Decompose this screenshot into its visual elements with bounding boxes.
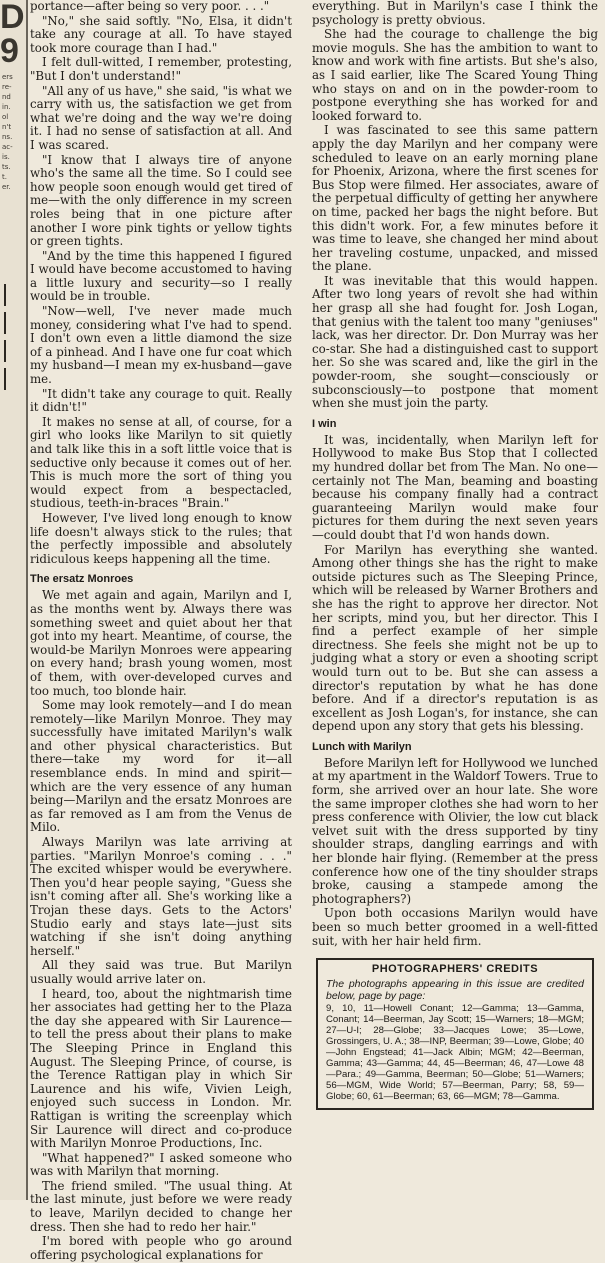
paragraph: Always Marilyn was late arriving at parties. "Marilyn Monroe's coming . . ." The excited whisper would be everywhere. Then you'd hear people saying, "Guess she isn't coming after all. She's working like a Trojan these days. Gets to the Actors' Studio early and stays late—just sits watching if she isn't doing anything herself." [30, 835, 292, 958]
gutter-fragment: t. [2, 173, 7, 181]
section-heading: The ersatz Monroes [30, 573, 134, 586]
paragraph: It was, incidentally, when Marilyn left for Hollywood to make Bus Stop that I collected my hundred dollar bet from The Man. No one—certainly not The Man, beaming and boasting because his company finally had a contract guaranteeing Marilyn would make four pictures for them during the next seven years—could doubt that I'd won hands down. [312, 432, 598, 542]
gutter-fragment: is. [2, 153, 10, 161]
paragraph: "And by the time this happened I figured I would have become accustomed to having a little luxury and security—so I really would be in trouble. [30, 248, 292, 304]
paragraph: All they said was true. But Marilyn usually would arrive later on. [30, 958, 292, 986]
paragraph: The friend smiled. "The usual thing. At the last minute, just before we were ready to leave, Marilyn decided to change her dress. Then she had to redo her hair." [30, 1178, 292, 1234]
paragraph: Before Marilyn left for Hollywood we lunched at my apartment in the Waldorf Towers. True to form, she arrived over an hour late. She wore the same improper clothes she had worn to her press conference with Olivier, the low cut black velvet suit with the dress supported by tiny shoulder straps, dangling earrings and with her blonde hair flying. (Remember at the press conference how one of the tiny shoulder straps broke, causing a stampede among the photographers?) [312, 755, 599, 906]
gutter-fragment: re- [2, 83, 12, 91]
paragraph: "What happened?" I asked someone who was with Marilyn that morning. [30, 1150, 292, 1179]
gutter-large-letters: D 9 [0, 0, 25, 70]
paragraph: I heard, too, about the nightmarish time her associates had getting her to the Plaza the day she appeared with Sir Laurence—to tell the press about their plans to make The Sleeping Prince in England this August. The Sleeping Prince, of course, is the Terence Rattigan play in which Sir Laurence and his wife, Vivien Leigh, enjoyed such success in London. Mr. Rattigan is writing the screenplay which Sir Laurence will direct and co-produce with Marilyn Monroe Productions, Inc. [30, 986, 292, 1151]
paragraph: I'm bored with people who go around offering psychological explanations for [30, 1234, 292, 1262]
gutter-fragment: nd [2, 93, 11, 101]
credits-list: 9, 10, 11—Howell Conant; 12—Gamma; 13—Gamma, Conant; 14—Beerman, Jay Scott; 15—Warners; 18—MGM; 27—U-I; 28—Globe; 33—Jacques Lowe; 35—Lowe, Grossingers, U. A.; 38—INP, Beerman; 39—Lowe, Globe; 40—John Engstead; 41—Jack Albin; MGM; 42—Beerman, Gamma; 43—Gamma; 44, 45—Beerman; 46, 47—Lowe 48—Para.; 49—Gamma, Beerman; 50—Globe; 51—Warners; 56—MGM, Wide World; 57—Beerman, Parry; 58, 59—Globe; 60, 61—Beerman; 63, 66—MGM; 78—Gamma. [326, 1003, 584, 1103]
paragraph: "Now—well, I've never made much money, considering what I've had to spend. I don't own even a little diamond the size of a pinhead. And I have one fur coat which my husband—I mean my ex-husband—gave me. [30, 304, 292, 387]
adjacent-page-gutter [0, 0, 28, 1200]
gutter-rules [4, 284, 10, 396]
paragraph: Upon both occasions Marilyn would have been so much better groomed in a well-fitted suit, with her hair held firm. [312, 906, 598, 948]
gutter-fragment: in. [2, 103, 11, 111]
article-column-left [30, 0, 292, 1263]
gutter-fragment: ac- [2, 143, 13, 151]
paragraph: However, I've lived long enough to know life doesn't always stick to the rules; that the perfectly impossible and absolutely ridiculous keeps happening all the time. [30, 510, 292, 566]
gutter-fragment: ts. [2, 163, 11, 171]
paragraph: "All any of us have," she said, "is what we carry with us, the satisfaction we get from what we're doing and the way we're doing it. I had no sense of satisfaction at all. And I was scared. [30, 83, 292, 152]
gutter-fragment: n't [2, 123, 12, 131]
paragraph: everything. But in Marilyn's case I think the psychology is pretty obvious. [312, 0, 598, 27]
paragraph: "No," she said softly. "No, Elsa, it didn't take any courage at all. To have stayed took more courage than I had." [30, 13, 292, 55]
photographers-credits-box [316, 958, 594, 1110]
gutter-fragment: ers [2, 73, 13, 81]
gutter-fragment: er. [2, 183, 11, 191]
paragraph: "I know that I always tire of anyone who's the same all the time. So I could see how people soon enough would get tired of me—with the only difference in my screen roles being that in one picture after another I wore pink tights or yellow tights or green tights. [30, 152, 292, 249]
paragraph: portance—after being so very poor. . . ." [30, 0, 270, 13]
article-column-right [312, 0, 598, 1110]
paragraph: I was fascinated to see this same pattern apply the day Marilyn and her company were scheduled to leave on an early morning plane for Phoenix, Arizona, where the first scenes for Bus Stop were filmed. Her associates, aware of the perpetual difficulty of getting her anywhere on time, packed her bags the night before. But this didn't work. For, a few minutes before it was time to leave, she changed her mind about her traveling costume, unpacked, and missed the plane. [312, 123, 598, 274]
paragraph: For Marilyn has everything she wanted. Among other things she has the right to make outside pictures such as The Sleeping Prince, which will be released by Warner Brothers and she has the right to approve her director. Not her scripts, mind you, but her director. This I find a perfect example of her simple directness. She feels she might not be up to judging what a story or even a shooting script would turn out to be. But she can assess a director's reputation by what he has done before. And if a director's reputation is as excellent as Josh Logan's, for instance, she can depend upon any story that gets his blessing. [312, 542, 598, 734]
paragraph: It makes no sense at all, of course, for a girl who looks like Marilyn to sit quietly and talk like this in a soft little voice that is seductive only because it comes out of her. This is much more the sort of thing you would expect from a bespectacled, studious, teeth-in-braces "Brain." [30, 414, 292, 511]
credits-intro: The photographs appearing in this issue are credited below, page by page: [326, 978, 584, 1003]
section-heading: Lunch with Marilyn [312, 740, 412, 753]
gutter-fragment: ol [2, 113, 9, 121]
gutter-fragment: ns. [2, 133, 13, 141]
paragraph: We met again and again, Marilyn and I, as the months went by. Always there was something sweet and quiet about her that got into my heart. Meantime, of course, the would-be Marilyn Monroes were appearing on every hand; brash young women, most of them, with over-developed curves and too much, too blonde hair. [30, 588, 292, 698]
paragraph: I felt dull-witted, I remember, protesting, "But I don't understand!" [30, 55, 292, 83]
section-heading: I win [312, 417, 337, 430]
credits-title: PHOTOGRAPHERS' CREDITS [371, 963, 539, 976]
paragraph: It was inevitable that this would happen. After two long years of revolt she had within her grasp all she had fought for. Josh Logan, that genius with the talent too many "geniuses" lack, was her director. Dr. Don Murray was her co-star. She had a distinguished cast to support her. So she was scared and, like the girl in the powder-room, she sought—consciously or subconsciously—to postpone that moment when she must join the party. [312, 273, 598, 411]
paragraph: Some may look remotely—and I do mean remotely—like Marilyn Monroe. They may successfully have imitated Marilyn's walk and other physical characteristics. But there—take my word for it—all resemblance ends. In mind and spirit—which are the very essence of any human being—Marilyn and the ersatz Monroes are as far removed as I am from the Venus de Milo. [30, 698, 292, 835]
paragraph: She had the courage to challenge the big movie moguls. She has the ambition to want to know and work with fine artists. But she's also, as I said earlier, like The Scared Young Thing who stays on and on in the powder-room to postpone everything she has worked for and looked forward to. [312, 27, 598, 123]
paragraph: "It didn't take any courage to quit. Really it didn't!" [30, 386, 292, 415]
